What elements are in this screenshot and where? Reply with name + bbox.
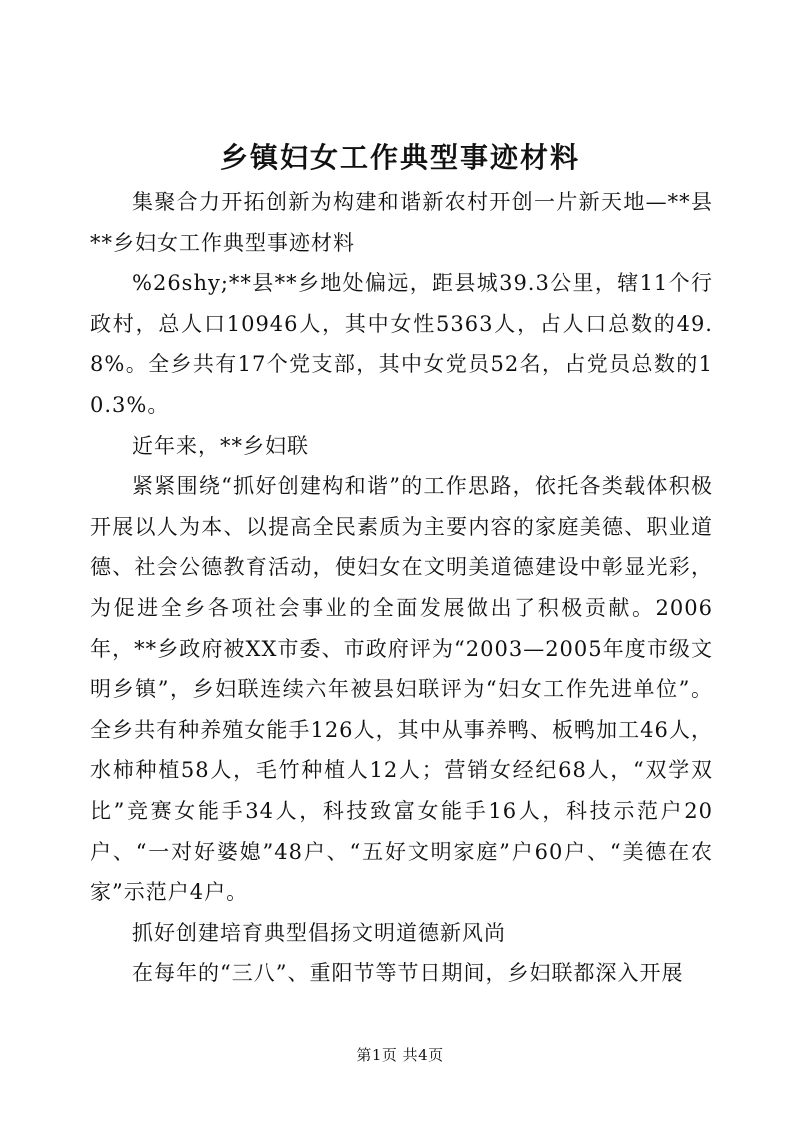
activities-paragraph: 在每年的“三八”、重阳节等节日期间，乡妇联都深入开展	[132, 961, 684, 986]
intro-paragraph: 近年来，**乡妇联	[132, 433, 309, 458]
section-heading: 抓好创建培育典型倡扬文明道德新风尚	[132, 920, 506, 945]
document-body	[90, 182, 713, 994]
document-title: 乡镇妇女工作典型事迹材料	[219, 141, 580, 174]
achievements-paragraph: 紧紧围绕“抓好创建构和谐”的工作思路，依托各类载体积极开展以人为本、以提高全民素质为主要内容的家庭美德、职业道德、社会公德教育活动，使妇女在文明美道德建设中彰显光彩，为促进全乡各项社会事业的全面发展做出了积极贡献。2006年，**乡政府被XX市委、市政府评为“2003—2005年度市级文明乡镇”，乡妇联连续六年被县妇联评为“妇女工作先进单位”。全乡共有种养殖女能手126人，其中从事养鸭、板鸭加工46人，水柿种植58人，毛竹种植人12人；营销女经纪68人，“双学双比”竞赛女能手34人，科技致富女能手16人，科技示范户20户、“一对好婆媳”48户、“五好文明家庭”户60户、“美德在农家”示范户4户。	[90, 474, 713, 905]
page-number-footer: 第1页 共4页	[356, 1046, 444, 1064]
overview-paragraph: %26shy;**县**乡地处偏远，距县城39.3公里，辖11个行政村，总人口10946人，其中女性5363人，占人口总数的49.8%。全乡共有17个党支部，其中女党员52名，占党员总数的10.3%。	[90, 271, 713, 417]
subtitle-paragraph: 集聚合力开拓创新为构建和谐新农村开创一片新天地—**县**乡妇女工作典型事迹材料	[90, 190, 713, 255]
